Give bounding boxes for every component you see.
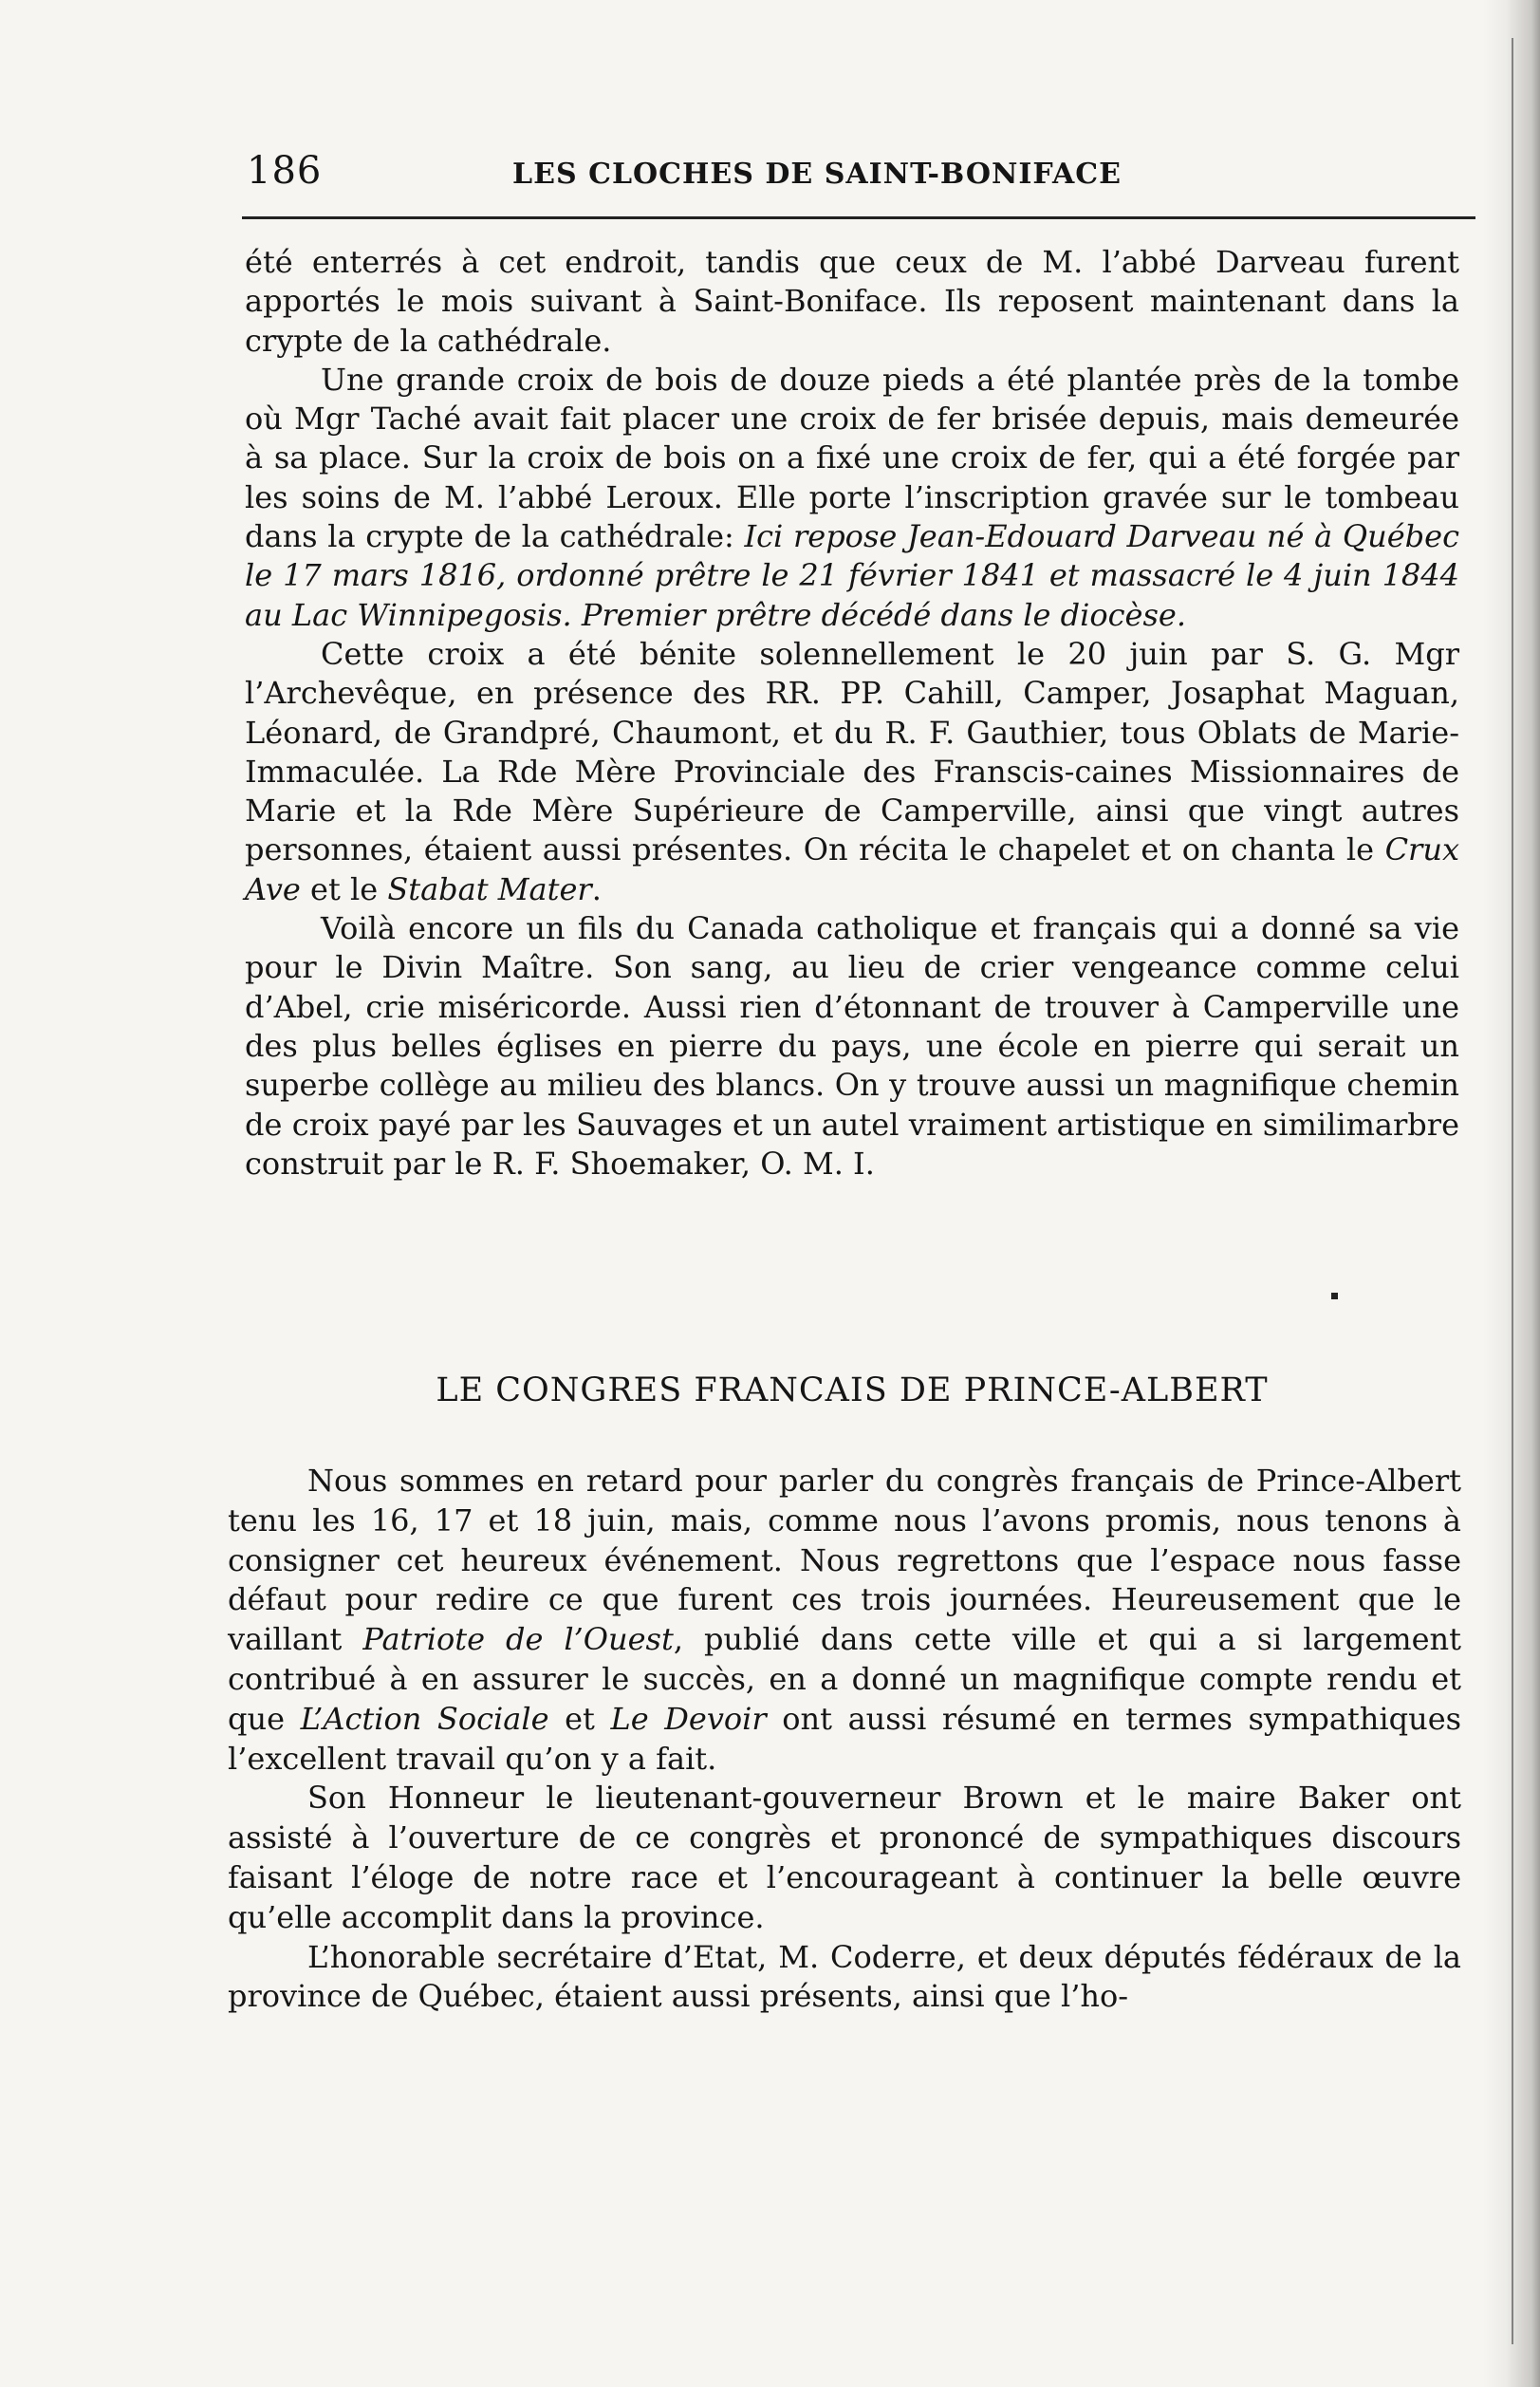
running-title: LES CLOCHES DE SAINT-BONIFACE — [512, 158, 1122, 191]
paragraph-3-end: . — [591, 870, 602, 907]
inscription-italic: Ici repose Jean-Edouard Darveau né à Québec le 17 mars 1816, ordonné prêtre le 21 février 1841 et massacré le 4 juin 1844 au Lac Winnipegosis. Premier prêtre décédé dans le diocèse. — [245, 518, 1460, 633]
section-heading: LE CONGRES FRANCAIS DE PRINCE-ALBERT — [436, 1371, 1269, 1409]
section-p1-c: et — [548, 1700, 611, 1737]
paragraph-2-text: Une grande croix de bois de douze pieds a été plantée près de la tombe où Mgr Taché avait fait placer une croix de fer brisée depuis, mais demeurée à sa place. Sur la croix de bois on a fixé une croix de fer, qui a été forgée par les soins de M. l’abbé Leroux. Elle porte l’inscription gravée sur le tombeau dans la crypte de la cathédrale: — [245, 361, 1459, 555]
paragraph-1: été enterrés à cet endroit, tandis que ceux de M. l’abbé Darveau furent apportés le mois suivant à Saint-Boniface. Ils reposent maintenant dans la crypte de la cathédrale. — [245, 244, 1459, 359]
body-text-top — [245, 243, 1459, 1184]
paragraph-3-mid: et le — [300, 870, 388, 907]
paragraph-4: Voilà encore un fils du Canada catholique et français qui a donné sa vie pour le Divin Maître. Son sang, au lieu de crier vengeance comme celui d’Abel, crie miséricorde. Aussi rien d’étonnant de trouver à Camperville une des plus belles églises en pierre du pays, une école en pierre qui serait un superbe collège au milieu des blancs. On y trouve aussi un magnifique chemin de croix payé par les Sauvages et un autel vraiment artistique en similimarbre construit par le R. F. Shoemaker, O. M. I. — [245, 910, 1459, 1182]
paragraph-3 — [245, 635, 1459, 909]
paragraph-3-text: Cette croix a été bénite solennellement le 20 juin par S. G. Mgr l’Archevêque, en présence des RR. PP. Cahill, Camper, Josaphat Maguan, Léonard, de Grandpré, Chaumont, et du R. F. Gauthier, tous Oblats de Marie-Immaculée. La Rde Mère Provinciale des Franscis-caines Missionnaires de Marie et la Rde Mère Supérieure de Camperville, ainsi que vingt autres personnes, étaient aussi présentes. On récita le chapelet et on chanta le — [245, 635, 1459, 868]
patriote-italic: Patriote de l’Ouest — [362, 1621, 674, 1658]
page-number: 186 — [247, 149, 323, 193]
scan-edge-line — [1512, 38, 1513, 2344]
le-devoir-italic: Le Devoir — [610, 1700, 767, 1737]
section-p1-d: ont aussi résumé en termes sympathiques l’excellent travail qu’on y a fait. — [228, 1700, 1462, 1777]
header-rule — [242, 216, 1475, 219]
section-paragraph-3: L’honorable secrétaire d’Etat, M. Coderre, et deux députés fédéraux de la province de Québec, étaient aussi présents, ainsi que l’ho- — [228, 1938, 1461, 2015]
paragraph-2 — [245, 361, 1459, 635]
stabat-mater-italic: Stabat Mater — [387, 870, 592, 907]
section-paragraph-2: Son Honneur le lieutenant-gouverneur Brown et le maire Baker ont assisté à l’ouverture de ce congrès et prononcé de sympathiques discours faisant l’éloge de notre race et l’encourageant à continuer la belle œuvre qu’elle accomplit dans la province. — [228, 1780, 1461, 1935]
section-p1-a: Nous sommes en retard pour parler du congrès français de Prince-Albert tenu les 16, 17 et 18 juin, mais, comme nous l’avons promis, nous tenons à consigner cet heureux événement. Nous regrettons que l’espace nous fasse défaut pour redire ce que furent ces trois journées. Heureusement que le vaillant — [228, 1463, 1461, 1658]
action-sociale-italic: L’Action Sociale — [300, 1700, 549, 1737]
crux-ave-italic: Crux Ave — [245, 831, 1459, 907]
section-dot — [1331, 1293, 1338, 1299]
section-p1-b: , publié dans cette ville et qui a si largement contribué à en assurer le succès, en a donné un magnifique compte rendu et que — [228, 1621, 1462, 1737]
running-head — [247, 142, 1461, 199]
section-paragraph-1 — [228, 1462, 1461, 1779]
body-text-section — [228, 1462, 1461, 2017]
